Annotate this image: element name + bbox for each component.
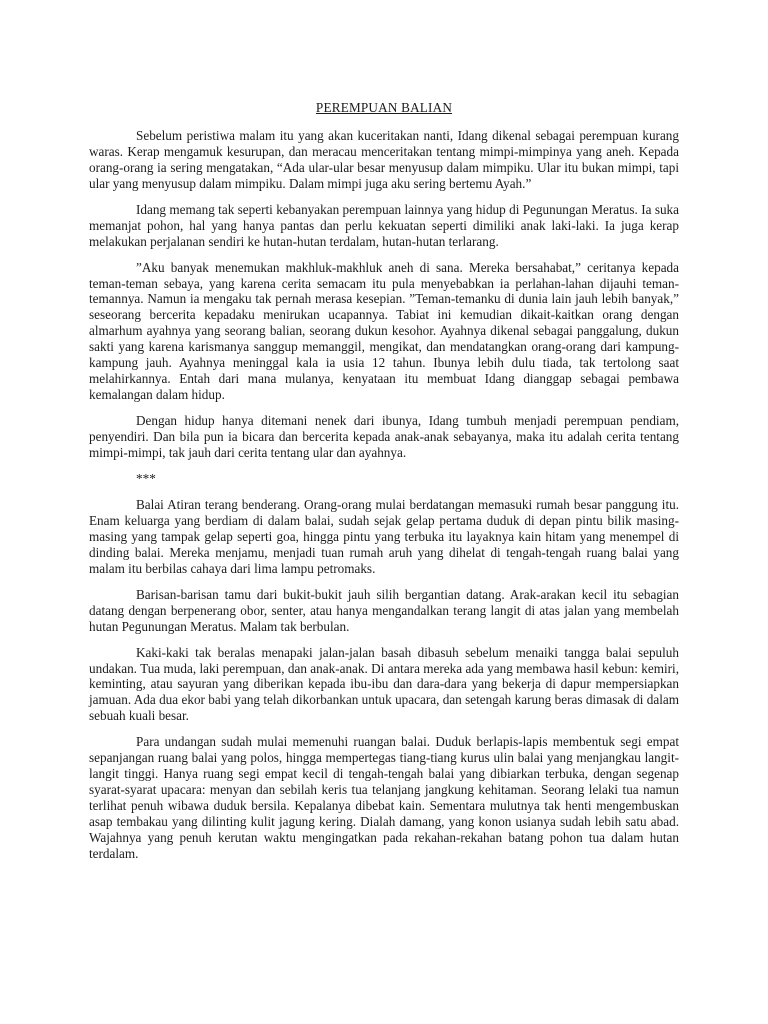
- paragraph-4: Dengan hidup hanya ditemani nenek dari ibunya, Idang tumbuh menjadi perempuan pendiam, penyendiri. Dan bila pun ia bicara dan bercerita kepada anak-anak sebayanya, maka itu adalah cerita tentang mimpi-mimpi, tak jauh dari cerita tentang ular dan ayahnya.: [89, 412, 679, 460]
- paragraph-8: Para undangan sudah mulai memenuhi ruangan balai. Duduk berlapis-lapis membentuk segi empat sepanjangan ruang balai yang polos, hingga mempertegas tiang-tiang kurus ulin balai yang menjangkau langit-langit tinggi. Hanya ruang segi empat kecil di tengah-tengah balai yang dibiarkan terbuka, dengan segenap syarat-syarat upacara: menyan dan sebilah keris tua telanjang jangkung kehitaman. Seorang lelaki tua namun terlihat penuh wibawa duduk bersila. Kepalanya dibebat kain. Sementara mulutnya tak henti mengembuskan asap tembakau yang dilinting kulit jagung kering. Dialah damang, yang konon usianya sudah lebih satu abad. Wajahnya yang penuh kerutan waktu mengingatkan pada rekahan-rekahan batang pohon tua dalam hutan terdalam.: [89, 734, 679, 861]
- paragraph-6: Barisan-barisan tamu dari bukit-bukit jauh silih bergantian datang. Arak-arakan kecil itu sebagian datang dengan berpenerang obor, senter, atau hanya mengandalkan terang langit di atas jalan yang membelah hutan Pegunungan Meratus. Malam tak berbulan.: [89, 586, 679, 634]
- document-title: PEREMPUAN BALIAN: [315, 100, 453, 115]
- paragraph-2: Idang memang tak seperti kebanyakan perempuan lainnya yang hidup di Pegunungan Meratus. Ia suka memanjat pohon, hal yang hanya pantas dan perlu kekuatan seperti dimiliki anak laki-laki. Ia juga kerap melakukan perjalanan sendiri ke hutan-hutan terdalam, hutan-hutan terlarang.: [89, 201, 679, 249]
- paragraph-1: Sebelum peristiwa malam itu yang akan kuceritakan nanti, Idang dikenal sebagai perempuan kurang waras. Kerap mengamuk kesurupan, dan meracau menceritakan tentang mimpi-mimpinya yang aneh. Kepada orang-orang ia sering mengatakan, “Ada ular-ular besar menyusup dalam mimpiku. Ular itu bukan mimpi, tapi ular yang menyusup dalam mimpiku. Dalam mimpi juga aku sering bertemu Ayah.”: [89, 127, 679, 191]
- paragraph-3: ”Aku banyak menemukan makhluk-makhluk aneh di sana. Mereka bersahabat,” ceritanya kepada teman-teman sebaya, yang karena cerita semacam itu pula menyebabkan ia perlahan-lahan dijauhi teman-temannya. Namun ia mengaku tak pernah merasa kesepian. ”Teman-temanku di dunia lain jauh lebih banyak,” seseorang bercerita kepadaku menirukan ucapannya. Tabiat ini kemudian dikait-kaitkan orang dengan almarhum ayahnya yang seorang balian, seorang dukun kesohor. Ayahnya dikenal sebagai panggalung, dukun sakti yang karena karismanya sanggup memanggil, mengikat, dan mendatangkan orang-orang dari kampung-kampung jauh. Ayahnya meninggal kala ia usia 12 tahun. Ibunya lebih dulu tiada, tak tertolong saat melahirkannya. Entah dari mana mulanya, kenyataan itu membuat Idang dianggap sebagai pembawa kemalangan dalam hidup.: [89, 259, 679, 402]
- document-page: [89, 100, 679, 872]
- section-separator: ***: [136, 470, 156, 486]
- paragraph-5: Balai Atiran terang benderang. Orang-orang mulai berdatangan memasuki rumah besar panggung itu. Enam keluarga yang berdiam di dalam balai, sudah sejak gelap pertama duduk di depan pintu bilik masing-masing yang tampak gelap seperti goa, hingga pintu yang terbuka itu layaknya kain hitam yang menempel di dinding balai. Mereka menjamu, menjadi tuan rumah aruh yang dihelat di tengah-tengah ruang balai yang malam itu berbilas cahaya dari lima lampu petromaks.: [89, 496, 679, 576]
- paragraph-7: Kaki-kaki tak beralas menapaki jalan-jalan basah dibasuh sebelum menaiki tangga balai sepuluh undakan. Tua muda, laki perempuan, dan anak-anak. Di antara mereka ada yang membawa hasil kebun: kemiri, keminting, atau sayuran yang diberikan kepada ibu-ibu dan dara-dara yang bekerja di dapur mempersiapkan jamuan. Ada dua ekor babi yang telah dikorbankan untuk upacara, dan setengah karung beras dimasak di dalam sebuah kuali besar.: [89, 644, 679, 724]
